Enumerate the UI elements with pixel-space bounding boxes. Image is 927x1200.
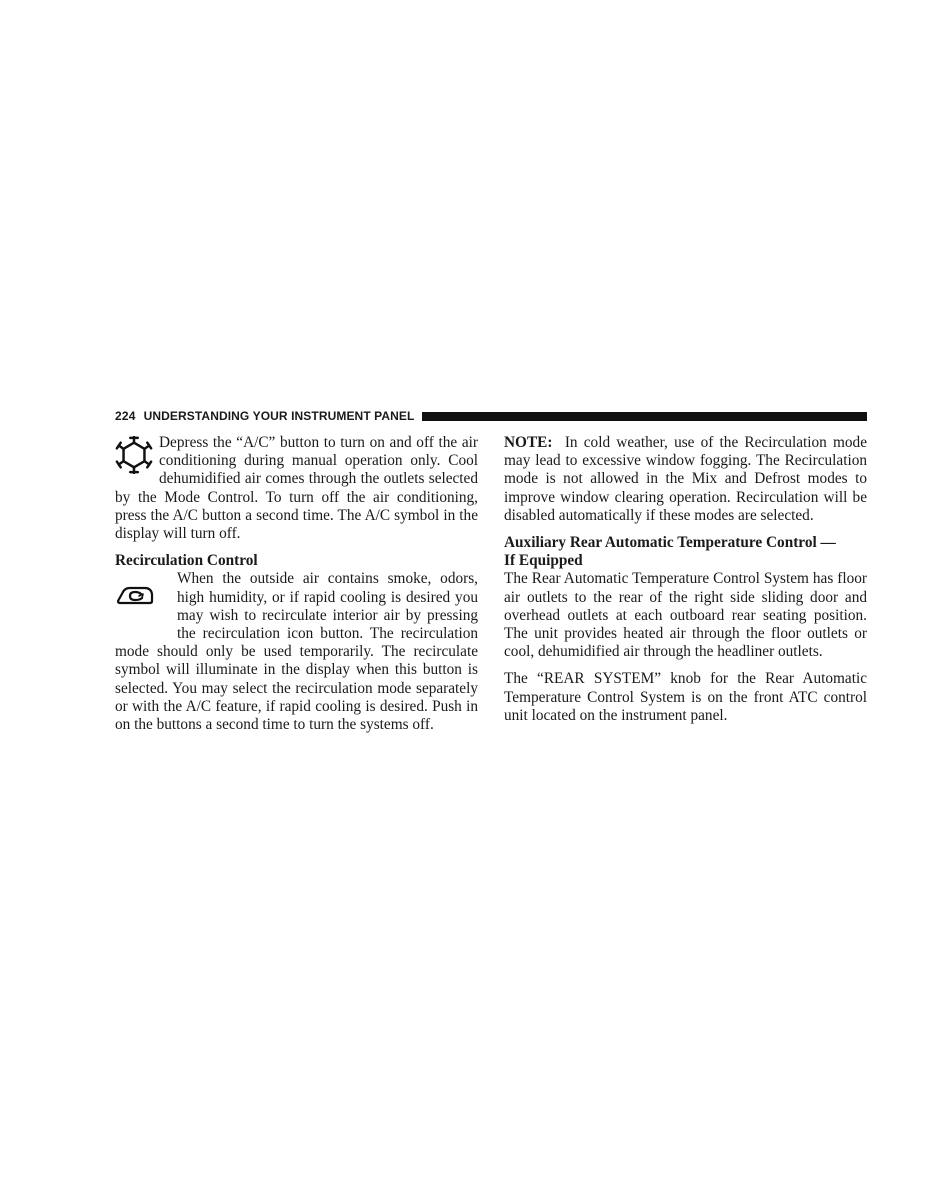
page-number: 224 [115,409,136,423]
header-rule [422,412,867,421]
auxiliary-heading-line2: If Equipped [504,552,583,570]
ac-block [115,434,478,543]
recirculation-icon-wrap [115,570,171,630]
recirculation-paragraph: When the outside air contains smoke, odors, high humidity, or if rapid cooling is desired you may wish to recirculate interior air by pressing the recirculation icon button. The recirculation mode should only be used temporarily. The recirculate symbol will illuminate in the display when this button is selected. You may select the recirculation mode separately or with the A/C feature, if rapid cooling is desired. Push in on the buttons a second time to turn the systems off. [115,570,478,734]
note-paragraph [504,434,867,525]
left-column [115,434,478,743]
recirculation-heading: Recirculation Control [115,552,258,570]
auxiliary-paragraph-1: The Rear Automatic Temperature Control System has floor air outlets to the rear of the right side sliding door and overhead outlets at each outboard rear seating position. The unit provides heated air through the floor outlets or cool, dehumidified air through the headliner outlets. [504,570,867,661]
auxiliary-heading [504,534,867,570]
section-title: UNDERSTANDING YOUR INSTRUMENT PANEL [143,409,415,423]
snowflake-icon [115,436,153,474]
page-header [115,408,867,424]
auxiliary-paragraph-2: The “REAR SYSTEM” knob for the Rear Automatic Temperature Control System is on the front ATC control unit located on the instrument panel. [504,670,867,724]
note-label: NOTE: [504,434,553,451]
recirculation-block [115,570,478,734]
recirculation-icon [115,584,155,606]
right-column [504,434,867,734]
ac-paragraph: Depress the “A/C” button to turn on and off the air conditioning during manual operation only. Cool dehumidified air comes through the outlets selected by the Mode Control. To turn off the air conditioning, press the A/C button a second time. The A/C symbol in the display will turn off. [115,434,478,543]
auxiliary-heading-line1: Auxiliary Rear Automatic Temperature Control — [504,534,836,552]
note-text: In cold weather, use of the Recirculation mode may lead to excessive window fogging. The Recirculation mode is not allowed in the Mix and Defrost modes to improve window clearing operation. Recirculation will be disabled automatically if these modes are selected. [504,434,867,524]
